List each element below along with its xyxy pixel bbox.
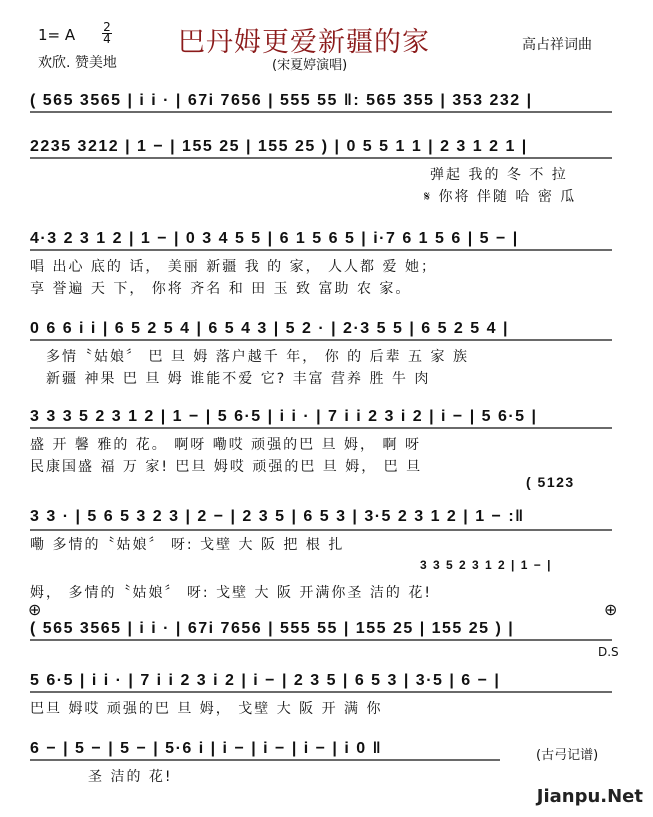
tempo-marking: 欢欣. 赞美地 [38,55,117,71]
notation-line: 4·3 2 3 1 2 | 1 − | 0 3 4 5 5 | 6 1 5 6 5 | i·7 6 1 5 6 | 5 − | [30,230,519,247]
notation-line: 0 6 6 i i | 6 5 2 5 4 | 6 5 4 3 | 5 2 · | 2·3 5 5 | 6 5 2 5 4 | [30,320,509,337]
lyric-verse-2: 姆， 多情的〝姑娘〞 呀: 戈壁 大 阪 开满你圣 洁的 花! [30,585,432,601]
lyric-verse-1: 弹起 我的 冬 不 拉 [430,167,568,183]
lyric-verse-2: 𝄋 你将 伴随 哈 密 瓜 [424,189,577,205]
notation-line: 5 6·5 | i i · | 7 i i 2 3 i 2 | i − | 2 3 5 | 6 5 3 | 3·5 | 6 − | [30,672,501,689]
song-title: 巴丹姆更爱新疆的家 [178,27,430,58]
notation-line: 2235 3212 | 1 − | 155 25 | 155 25 ) | 0 5 5 1 1 | 2 3 1 2 1 | [30,138,528,155]
key-signature: 1= A [38,26,76,44]
watermark-logo: Jianpu.Net [536,786,643,807]
notation-line: ( 565 3565 | i i · | 67i 7656 | 555 55 ‖: 565 355 | 353 232 | [30,92,533,109]
alternate-notation: 3 3 5 2 3 1 2 | 1 − | [420,558,552,572]
lyric-verse-2: 民康国盛 福 万 家! 巴旦 姆哎 顽强的巴 旦 姆， 巴 旦 [30,459,423,475]
coda-sign-right: ⊕ [604,600,618,619]
lyric-verse-2: 新疆 神果 巴 旦 姆 谁能不爱 它? 丰富 营养 胜 牛 肉 [46,371,431,387]
notation-line: 3 3 · | 5 6 5 3 2 3 | 2 − | 2 3 5 | 6 5 3 | 3·5 2 3 1 2 | 1 − :‖ [30,508,525,525]
performer-credit: (宋夏婷演唱) [272,58,348,73]
lyric-verse-1: 多情〝姑娘〞 巴 旦 姆 落户越千 年， 你 的 后辈 五 家 族 [46,349,469,365]
lyricist-composer-credit: 高占祥词曲 [522,37,592,53]
transcriber-credit: (古弓记谱) [536,748,599,763]
lyric-verse-1: 唱 出心 底的 话， 美丽 新疆 我 的 家， 人人都 爱 她； [30,259,437,275]
lyric-verse-1: 巴旦 姆哎 顽强的巴 旦 姆， 戈壁 大 阪 开 满 你 [30,701,383,717]
lyric-ending: 圣 洁的 花! [88,769,173,785]
notation-line: ( 565 3565 | i i · | 67i 7656 | 555 55 | 155 25 | 155 25 ) | [30,620,515,637]
bracket-notes: ( 5123 [526,474,575,490]
time-signature-top: 2 [103,20,111,34]
lyric-verse-1: 盛 开 馨 雅的 花。 啊呀 嘞哎 顽强的巴 旦 姆， 啊 呀 [30,437,421,453]
notation-line: 6 − | 5 − | 5 − | 5·6 i | i − | i − | i − | i 0 ‖ [30,740,383,757]
time-signature-bottom: 4 [103,32,111,46]
lyric-verse-2: 享 誉遍 天 下， 你将 齐名 和 田 玉 致 富助 农 家。 [30,281,412,297]
notation-line: 3 3 3 5 2 3 1 2 | 1 − | 5 6·5 | i i · | 7 i i 2 3 i 2 | i − | 5 6·5 | [30,408,538,425]
coda-sign-left: ⊕ [28,600,42,619]
lyric-verse-1: 嘞 多情的〝姑娘〞 呀: 戈壁 大 阪 把 根 扎 [30,537,345,553]
dal-segno-label: D.S [598,645,619,659]
